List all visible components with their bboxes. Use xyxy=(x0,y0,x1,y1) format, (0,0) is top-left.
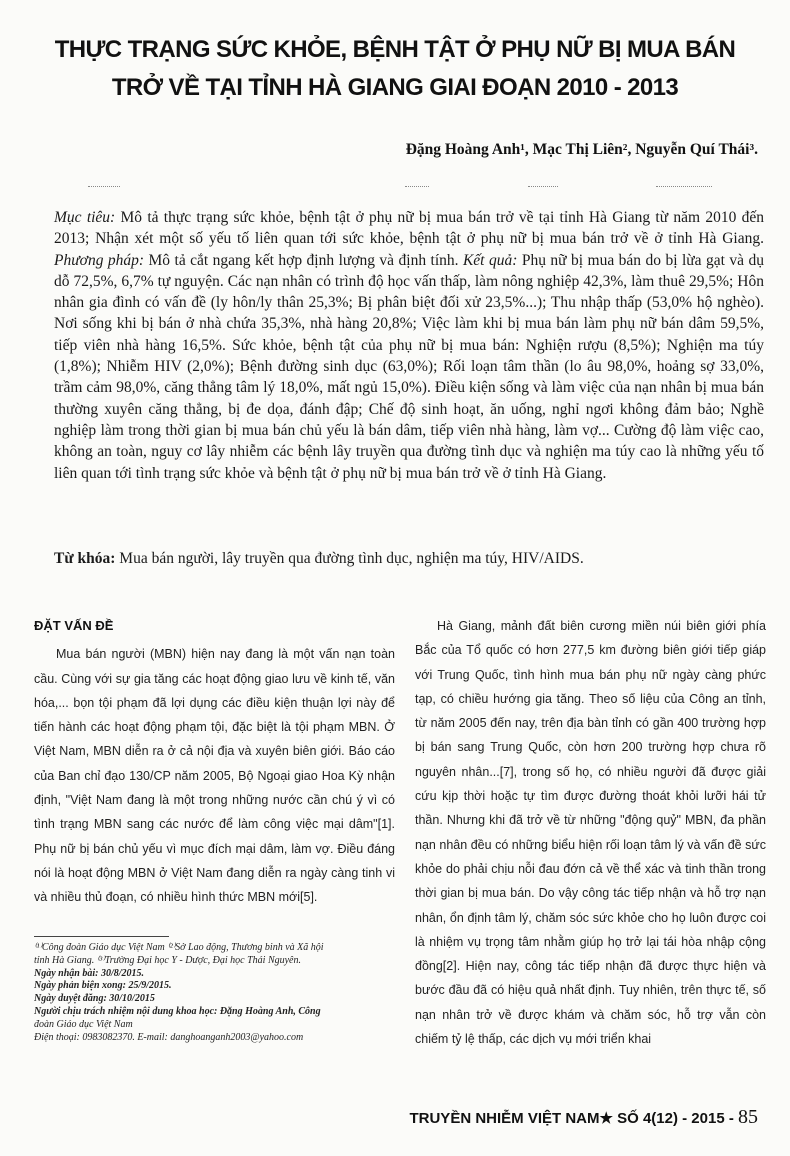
results-label: Kết quả: xyxy=(462,251,518,269)
journal-issue: TRUYỀN NHIỄM VIỆT NAM★ SỐ 4(12) - 2015 - xyxy=(409,1110,738,1127)
author-list: Đặng Hoàng Anh¹, Mạc Thị Liên², Nguyễn Quí Thái³. xyxy=(405,141,758,158)
right-column xyxy=(415,614,766,1051)
method-text: Mô tả cắt ngang kết hợp định lượng và định tính. xyxy=(144,251,463,269)
responsible-author: Người chịu trách nhiệm nội dung khoa học: Đặng Hoàng Anh, Công xyxy=(34,1005,321,1017)
footnote-separator xyxy=(34,936,169,937)
objective-label: Mục tiêu: xyxy=(54,209,116,226)
page-footer xyxy=(409,1106,758,1129)
dotted-separator xyxy=(528,186,558,188)
accepted-date: Ngày duyệt đăng: 30/10/2015 xyxy=(34,993,155,1005)
dotted-separator xyxy=(405,186,429,188)
dotted-separator xyxy=(88,186,120,188)
objective-text: Mô tả thực trạng sức khỏe, bệnh tật ở phụ nữ bị mua bán trở về tại tỉnh Hà Giang từ năm 2010 đến 2013; Nhận xét một số yếu tố liên quan tới sức khỏe, bệnh tật ở phụ nữ bị mua bán trở về ở tỉnh Hà Giang. xyxy=(54,209,765,248)
keywords-label: Từ khóa: xyxy=(54,550,116,567)
results-text: Phụ nữ bị mua bán do bị lừa gạt và dụ dỗ 72,5%, 6,7% tự nguyện. Các nạn nhân có trình độ học vấn thấp, làm nông nghiệp 42,3%, làm thuê 29,5%; Hôn nhân gia đình có vấn đề (ly hôn/ly thân 25,3%; Bị phân biệt đối xử 23,5%...); Thu nhập thấp (53,0% hộ nghèo). Nơi sống khi bị bán ở nhà chứa 35,3%, nhà hàng 20,8%; Việc làm khi bị mua bán làm phụ nữ bán dâm 59,5%, tiếp viên nhà hàng 16,5%. Sức khỏe, bệnh tật của phụ nữ bị mua bán: Nghiện rượu (8,5%); Nghiện ma túy (1,8%); Nhiễm HIV (2,0%); Bệnh đường sinh dục (63,0%); Rối loạn tâm thần (lo âu 98,0%, hoảng sợ 33,0%, trầm cảm 98,0%, căng thẳng tâm lý 18,0%, mất ngủ 15,0%). Điều kiện sống và làm việc của nạn nhân bị mua bán thường xuyên căng thẳng, bị đe dọa, đánh đập; Chế độ sinh hoạt, ăn uống, nghỉ ngơi không đảm bảo; Nghề nghiệp làm trong thời gian bị mua bán chủ yếu là bán dâm, tiếp viên nhà hàng, làm vợ... Cường độ làm việc cao, không an toàn, nguy cơ lây nhiễm các bệnh lây truyền qua đường tình dục và nghiện ma túy cao là những yếu tố liên quan tới tình trạng sức khỏe và bệnh tật ở phụ nữ bị mua bán trở về ở tỉnh Hà Giang. xyxy=(54,251,764,482)
footnotes xyxy=(34,942,395,1044)
dotted-separator xyxy=(656,186,712,188)
received-date: Ngày nhận bài: 30/8/2015. xyxy=(34,967,145,979)
contact-info: Điện thoại: 0983082370. E-mail: danghoanganh2003@yahoo.com xyxy=(34,1031,304,1043)
responsible-affiliation: đoàn Giáo dục Việt Nam xyxy=(34,1018,133,1030)
paper-title-line-1: THỰC TRẠNG SỨC KHỎE, BỆNH TẬT Ở PHỤ NỮ BỊ MUA BÁN xyxy=(54,36,736,63)
reviewed-date: Ngày phản biện xong: 25/9/2015. xyxy=(34,980,172,992)
keywords xyxy=(54,550,764,568)
keywords-text: Mua bán người, lây truyền qua đường tình dục, nghiện ma túy, HIV/AIDS. xyxy=(115,550,584,567)
affiliation-note: tỉnh Hà Giang. ⁽³⁾Trường Đại học Y - Dược, Đại học Thái Nguyên. xyxy=(34,954,301,966)
affiliation-note: ⁽¹⁾Công đoàn Giáo dục Việt Nam ⁽²⁾Sở Lao động, Thương binh và Xã hội xyxy=(34,942,324,953)
abstract xyxy=(54,207,764,484)
page-number: 85 xyxy=(738,1106,758,1128)
section-heading: ĐẶT VẤN ĐỀ xyxy=(34,618,114,633)
intro-paragraph-left: Mua bán người (MBN) hiện nay đang là một vấn nạn toàn cầu. Cùng với sự gia tăng các hoạt động giao lưu về kinh tế, văn hóa,... bọn tội phạm đã lợi dụng các điều kiện thuận lợi này để tiến hành các hoạt động phạm tội, đặc biệt là tội phạm MBN. Ở Việt Nam, MBN diễn ra ở cả nội địa và xuyên biên giới. Báo cáo của Ban chỉ đạo 130/CP năm 2005, Bộ Ngoại giao Hoa Kỳ nhận định, "Việt Nam đang là một trong những nước cần chú ý vì có tình trạng MBN sang các nước để làm công việc mại dâm"[1]. Phụ nữ bị bán chủ yếu vì mục đích mại dâm, làm vợ. Điều đáng nói là hoạt động MBN ở Việt Nam đang diễn ra ngày càng tinh vi và nhiều thủ đoạn, có nhiều hình thức MBN mới[5]. xyxy=(34,647,395,905)
method-label: Phương pháp: xyxy=(54,251,145,269)
intro-paragraph-right: Hà Giang, mảnh đất biên cương miền núi biên giới phía Bắc của Tổ quốc có hơn 277,5 km đường biên giới tiếp giáp với Trung Quốc, tình hình mua bán phụ nữ ngày càng phức tạp, có chiều hướng gia tăng. Theo số liệu của Công an tỉnh, từ năm 2005 đến nay, trên địa bàn tỉnh có gần 400 trường hợp bị bán sang Trung Quốc, còn hơn 200 trường hợp chưa rõ nguyên nhân...[7], trong số họ, có nhiều người đã được giải cứu kịp thời hoặc tự tìm được đường thoát khỏi lưỡi hái tử thần. Nhưng khi đã trở về từ những "động quỷ" MBN, đa phần nạn nhân đều có những biểu hiện rối loạn tâm lý và vấn đề sức khỏe do phải chịu nỗi đau đớn cả về thể xác và tinh thần trong thời gian bị mua bán. Do vậy công tác tiếp nhận và hỗ trợ nạn nhân, ổn định tâm lý, chăm sóc sức khỏe cho họ luôn được coi là nhiệm vụ trọng tâm nhằm giúp họ trở lại tái hòa nhập cộng đồng[2]. Hiện nay, công tác tiếp nhận đã được thực hiện và bước đầu đã có hiệu quả nhất định. Tuy nhiên, trên thực tế, số nạn nhân trở về được khám và chăm sóc, hỗ trợ vẫn còn chiếm tỷ lệ thấp, các dịch vụ mới triển khai xyxy=(415,619,766,1047)
left-column xyxy=(34,614,395,910)
paper-title-line-2: TRỞ VỀ TẠI TỈNH HÀ GIANG GIAI ĐOẠN 2010 - 2013 xyxy=(111,74,679,101)
